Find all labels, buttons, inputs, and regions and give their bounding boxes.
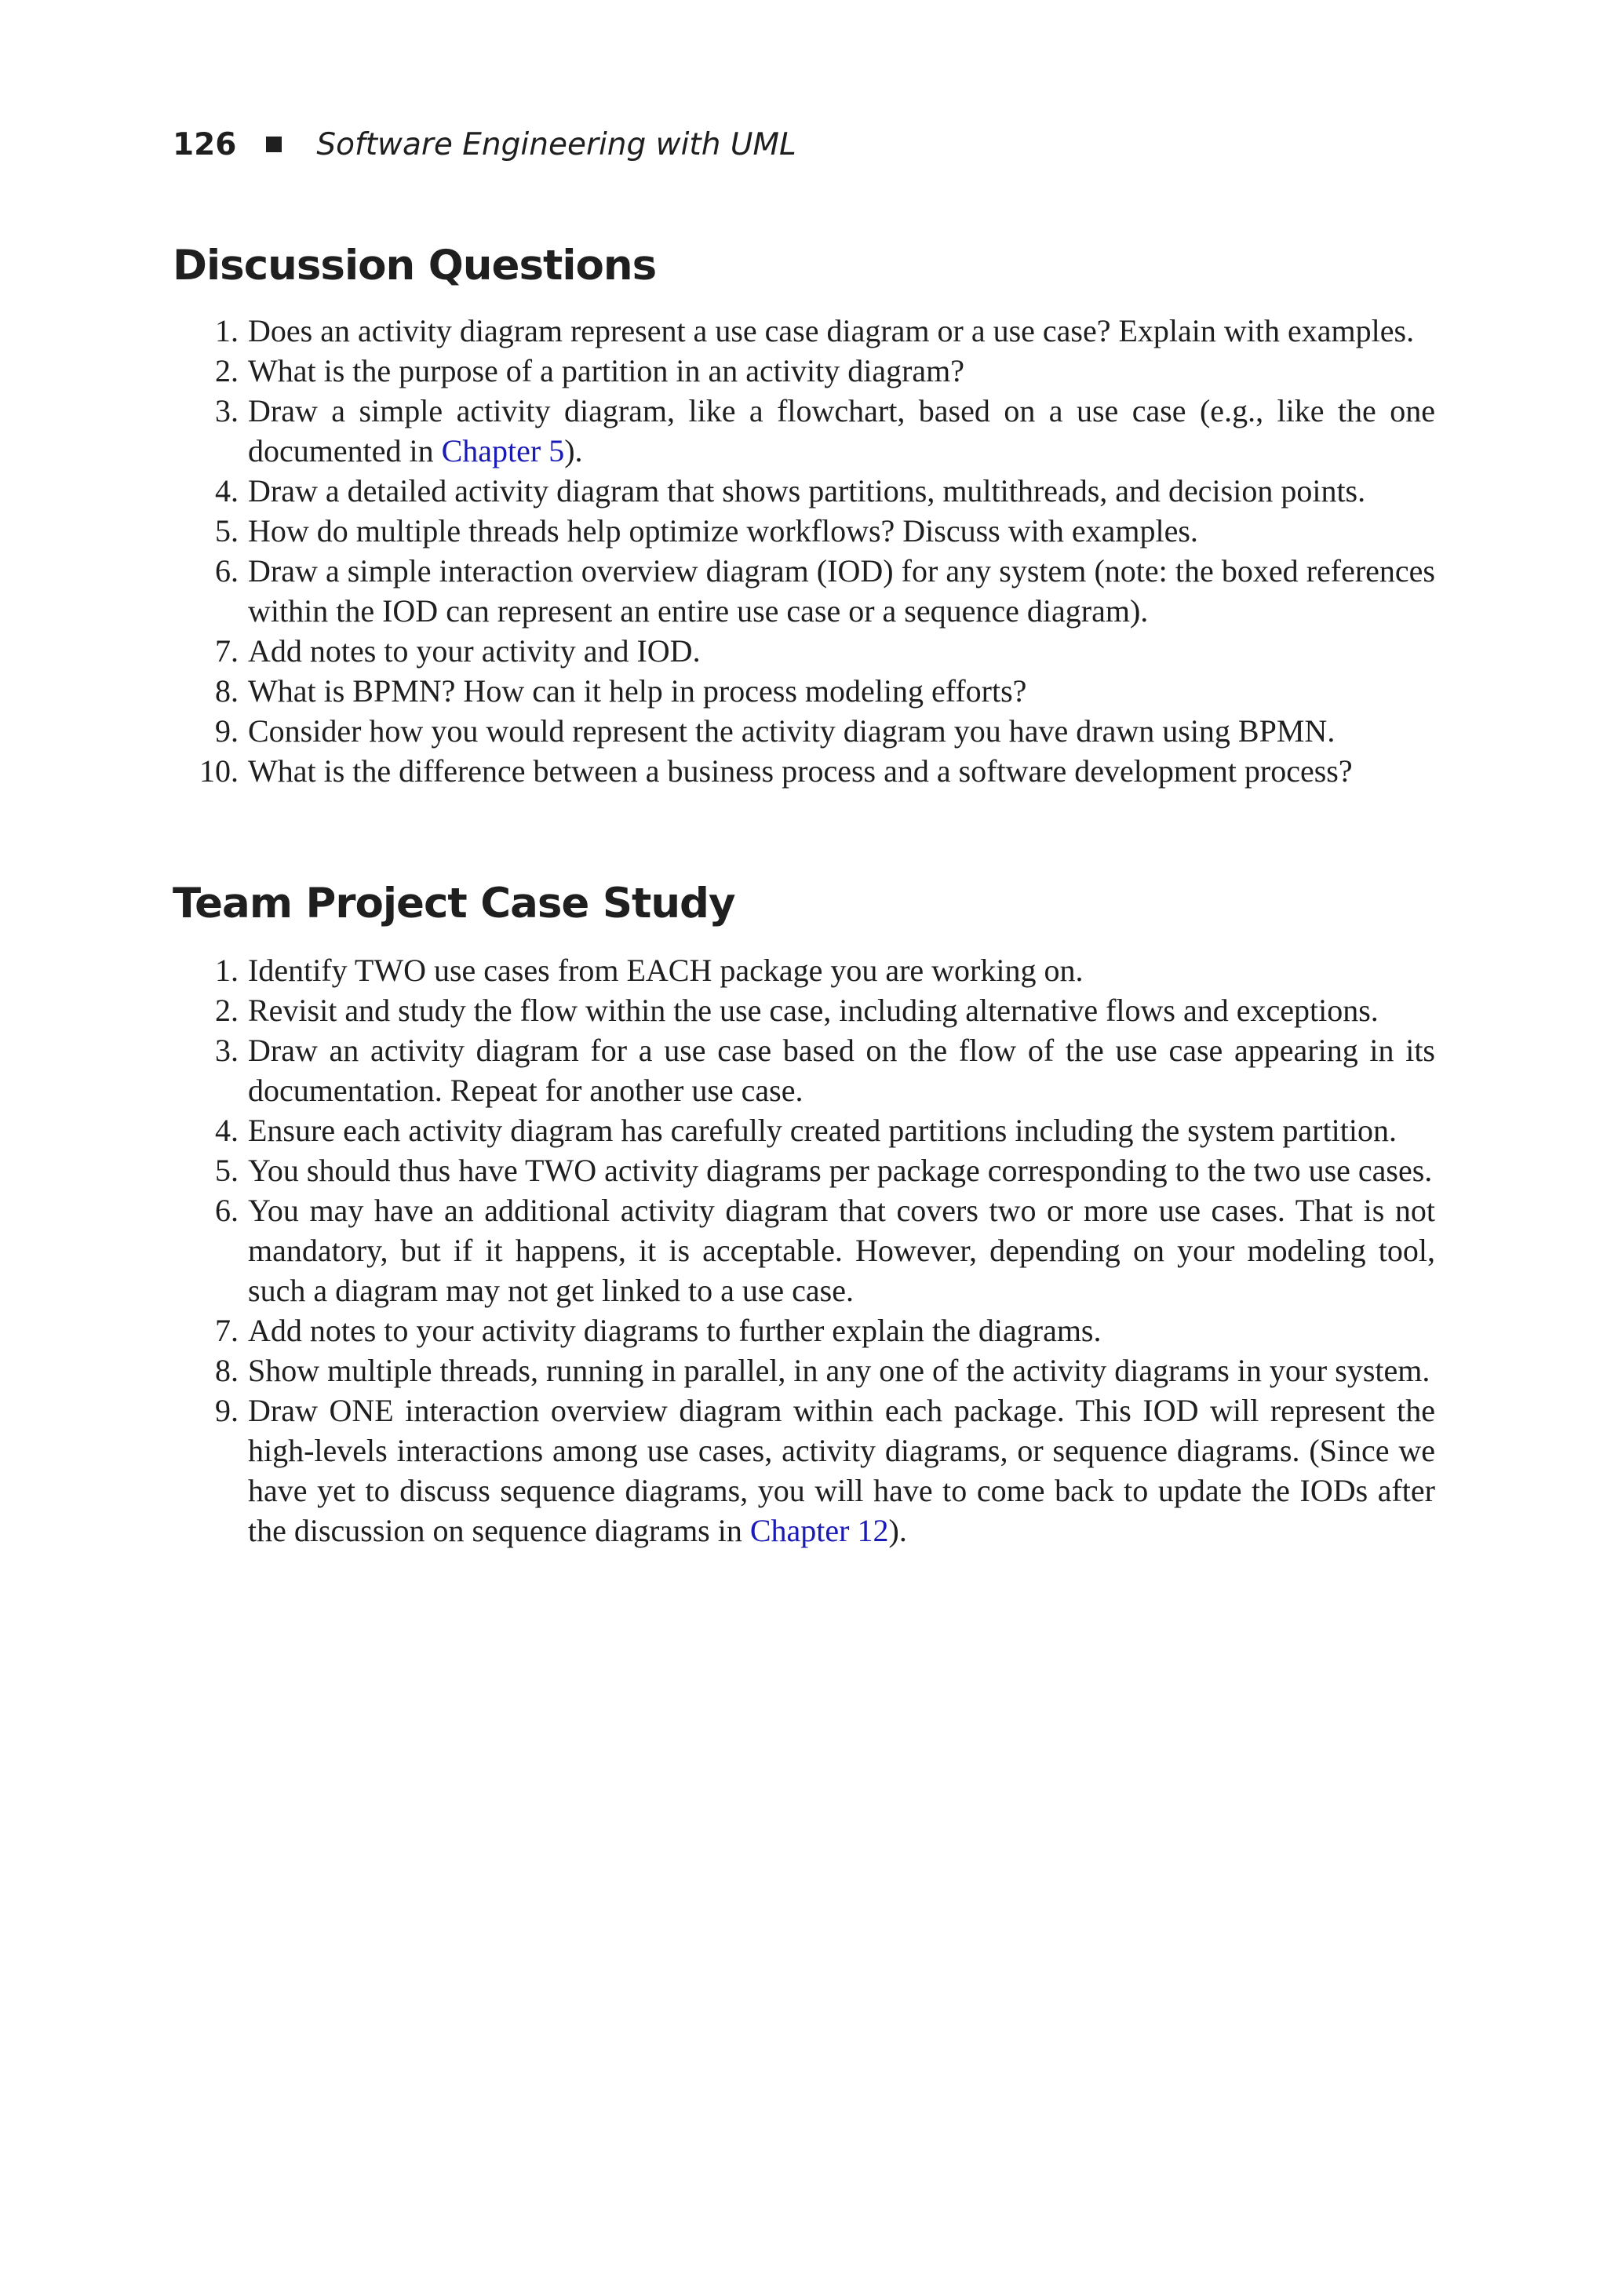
list-item (191, 1110, 1435, 1150)
list-item (191, 1030, 1435, 1110)
list-item (191, 631, 1435, 671)
item-number: 2. (215, 353, 239, 388)
item-number: 6. (215, 553, 239, 589)
item-text: Show multiple threads, running in parallel, in any one of the activity diagrams in your system. (248, 1353, 1430, 1388)
item-text: Does an activity diagram represent a use case diagram or a use case? Explain with examples. (248, 313, 1415, 348)
item-number: 7. (215, 1313, 239, 1348)
list-item (191, 1310, 1435, 1350)
item-text: Draw a simple activity diagram, like a flowchart, based on a use case (e.g., like the one documented in (248, 393, 1435, 468)
item-number: 9. (215, 1393, 239, 1428)
item-text-end: ). (888, 1513, 907, 1548)
discussion-questions-heading: Discussion Questions (173, 242, 657, 290)
item-text: You should thus have TWO activity diagrams per package corresponding to the two use cases. (248, 1153, 1433, 1188)
item-text: How do multiple threads help optimize workflows? Discuss with examples. (248, 513, 1198, 548)
item-number: 1. (215, 953, 239, 988)
square-bullet-icon (266, 137, 282, 152)
list-item (191, 471, 1435, 511)
item-number: 6. (215, 1193, 239, 1228)
list-item (191, 511, 1435, 551)
list-item (191, 671, 1435, 711)
chapter-12-link[interactable]: Chapter 12 (749, 1513, 889, 1548)
item-number: 3. (215, 1033, 239, 1068)
discussion-questions-list (191, 311, 1435, 791)
item-number: 10. (199, 753, 239, 789)
list-item (191, 711, 1435, 751)
list-item (191, 391, 1435, 471)
item-text: Revisit and study the flow within the use case, including alternative flows and exceptions. (248, 993, 1379, 1028)
list-item (191, 1190, 1435, 1310)
item-text: Consider how you would represent the activity diagram you have drawn using BPMN. (248, 713, 1336, 749)
item-text: What is BPMN? How can it help in process modeling efforts? (248, 673, 1027, 709)
team-project-heading: Team Project Case Study (173, 880, 735, 928)
team-project-list (191, 950, 1435, 1551)
list-item (191, 551, 1435, 631)
item-number: 3. (215, 393, 239, 428)
item-text: Ensure each activity diagram has carefully created partitions including the system partition. (248, 1113, 1397, 1148)
item-number: 4. (215, 1113, 239, 1148)
item-number: 5. (215, 1153, 239, 1188)
item-number: 8. (215, 673, 239, 709)
chapter-5-link[interactable]: Chapter 5 (441, 433, 565, 468)
list-item (191, 751, 1435, 791)
item-text: Draw an activity diagram for a use case based on the flow of the use case appearing in its documentation. Repeat for another use case. (248, 1033, 1435, 1108)
list-item (191, 990, 1435, 1030)
item-number: 5. (215, 513, 239, 548)
item-text: What is the difference between a business process and a software development process? (248, 753, 1353, 789)
item-number: 4. (215, 473, 239, 508)
item-text: You may have an additional activity diagram that covers two or more use cases. That is not mandatory, but if it happens, it is acceptable. However, depending on your modeling tool, such a diagram may not get linked to a use case. (248, 1193, 1435, 1308)
list-item (191, 950, 1435, 990)
item-text: Draw ONE interaction overview diagram within each package. This IOD will represent the high-levels interactions among use cases, activity diagrams, or sequence diagrams. (Since we have yet to discuss sequence diagrams, you will have to come back to update the IODs after the discussion on sequence diagrams in (248, 1393, 1435, 1548)
running-head (173, 122, 796, 169)
item-number: 9. (215, 713, 239, 749)
item-text: Draw a detailed activity diagram that shows partitions, multithreads, and decision points. (248, 473, 1366, 508)
list-item (191, 1390, 1435, 1551)
book-title: Software Engineering with UML (316, 127, 796, 162)
item-number: 7. (215, 633, 239, 669)
list-item (191, 311, 1435, 351)
item-text: Identify TWO use cases from EACH package you are working on. (248, 953, 1084, 988)
list-item (191, 351, 1435, 391)
item-text: Add notes to your activity diagrams to further explain the diagrams. (248, 1313, 1102, 1348)
page-number: 126 (173, 127, 237, 162)
item-text-end: ). (564, 433, 583, 468)
list-item (191, 1150, 1435, 1190)
item-number: 1. (215, 313, 239, 348)
item-text: Add notes to your activity and IOD. (248, 633, 701, 669)
item-text: Draw a simple interaction overview diagram (IOD) for any system (note: the boxed references within the IOD can represent an entire use case or a sequence diagram). (248, 553, 1435, 629)
item-number: 8. (215, 1353, 239, 1388)
item-number: 2. (215, 993, 239, 1028)
list-item (191, 1350, 1435, 1390)
item-text: What is the purpose of a partition in an activity diagram? (248, 353, 965, 388)
